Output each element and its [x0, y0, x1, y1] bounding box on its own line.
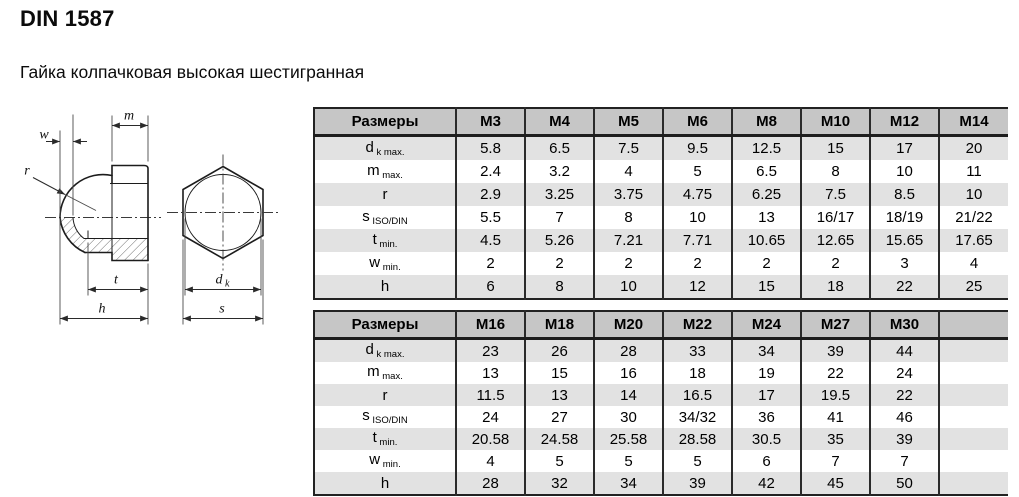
table-cell: 19.5	[801, 384, 870, 406]
table-row-w	[314, 252, 1008, 275]
corner-header-sizes: Размеры	[314, 108, 456, 136]
table-cell: 33	[663, 339, 732, 363]
table-cell: 6.25	[732, 183, 801, 206]
table-cell: 8	[594, 206, 663, 229]
table-cell: 15.65	[870, 229, 939, 252]
table-cell: 18	[801, 275, 870, 299]
page-title: DIN 1587	[20, 6, 115, 31]
table-cell: 4.75	[663, 183, 732, 206]
dim-label-r: r	[24, 163, 30, 179]
table-cell: 2	[663, 252, 732, 275]
table-cell: 25	[939, 275, 1008, 299]
row-label-t: t $_{min.}$	[314, 428, 456, 450]
column-header-m20: M20	[594, 311, 663, 339]
table-cell: 26	[525, 339, 594, 363]
dim-label-w: w	[39, 127, 49, 143]
table-cell: 50	[870, 472, 939, 495]
table-cell: 16/17	[801, 206, 870, 229]
table-cell: 17.65	[939, 229, 1008, 252]
table-cell: 34	[594, 472, 663, 495]
table-cell: 16.5	[663, 384, 732, 406]
table-cell: 34/32	[663, 406, 732, 428]
column-header-m4: M4	[525, 108, 594, 136]
column-header-m10: M10	[801, 108, 870, 136]
table-cell: 7.21	[594, 229, 663, 252]
row-label-s: s $_{ISO/DIN}$	[314, 206, 456, 229]
table-cell: 10	[870, 160, 939, 183]
table-cell: 24	[456, 406, 525, 428]
table-cell: 12	[663, 275, 732, 299]
column-header-m24: M24	[732, 311, 801, 339]
table-cell: 22	[870, 384, 939, 406]
table-cell: 39	[870, 428, 939, 450]
table-cell: 24.58	[525, 428, 594, 450]
table-cell: 6	[456, 275, 525, 299]
table-cell	[939, 472, 1008, 495]
table-cell: 22	[801, 362, 870, 384]
row-label-t: t $_{min.}$	[314, 229, 456, 252]
dim-label-s: s	[219, 301, 225, 317]
column-header-m22: M22	[663, 311, 732, 339]
table-cell: 19	[732, 362, 801, 384]
row-label-d: d $_{k max.}$	[314, 339, 456, 363]
dim-label-m: m	[123, 108, 135, 124]
table-cell: 5.8	[456, 136, 525, 161]
table-cell: 4	[939, 252, 1008, 275]
table-cell: 2	[801, 252, 870, 275]
column-header-m3: M3	[456, 108, 525, 136]
table-cell: 41	[801, 406, 870, 428]
column-header-m30: M30	[870, 311, 939, 339]
table-cell: 23	[456, 339, 525, 363]
row-label-r: r	[314, 183, 456, 206]
table-cell: 15	[525, 362, 594, 384]
column-header-empty	[939, 311, 1008, 339]
dimensions-table-m16-m30	[313, 310, 1008, 496]
column-header-m16: M16	[456, 311, 525, 339]
table-cell: 12.65	[801, 229, 870, 252]
table-cell: 3.75	[594, 183, 663, 206]
table-cell: 15	[801, 136, 870, 161]
table-cell: 30.5	[732, 428, 801, 450]
table-cell: 9.5	[663, 136, 732, 161]
column-header-m5: M5	[594, 108, 663, 136]
row-label-r: r	[314, 384, 456, 406]
table-cell: 5	[525, 450, 594, 472]
table-cell: 8.5	[870, 183, 939, 206]
row-label-m: m $_{max.}$	[314, 362, 456, 384]
side-view	[24, 109, 161, 325]
table-cell: 6.5	[525, 136, 594, 161]
table-cell: 8	[801, 160, 870, 183]
row-label-s: s $_{ISO/DIN}$	[314, 406, 456, 428]
table-cell: 11.5	[456, 384, 525, 406]
column-header-m18: M18	[525, 311, 594, 339]
table-cell: 5.26	[525, 229, 594, 252]
table-row-s	[314, 406, 1008, 428]
dims-table	[313, 107, 1008, 300]
table-cell: 5.5	[456, 206, 525, 229]
table-row-t	[314, 229, 1008, 252]
column-header-m27: M27	[801, 311, 870, 339]
hex-end-view	[167, 155, 279, 325]
table-row-s	[314, 206, 1008, 229]
row-label-m: m $_{max.}$	[314, 160, 456, 183]
table-cell: 34	[732, 339, 801, 363]
table-cell: 7.5	[594, 136, 663, 161]
table-cell: 20.58	[456, 428, 525, 450]
table-cell: 12.5	[732, 136, 801, 161]
table-cell: 11	[939, 160, 1008, 183]
column-header-m6: M6	[663, 108, 732, 136]
table-cell: 4	[456, 450, 525, 472]
table-cell	[939, 384, 1008, 406]
table-cell: 24	[870, 362, 939, 384]
table-row-m	[314, 362, 1008, 384]
header-row	[314, 311, 1008, 339]
header-row	[314, 108, 1008, 136]
table-cell: 2	[525, 252, 594, 275]
table-cell: 2.4	[456, 160, 525, 183]
table-cell	[939, 428, 1008, 450]
table-cell: 7.71	[663, 229, 732, 252]
row-label-w: w $_{min.}$	[314, 450, 456, 472]
table-cell: 28.58	[663, 428, 732, 450]
table-cell: 18	[663, 362, 732, 384]
table-cell: 13	[525, 384, 594, 406]
table-cell: 7	[801, 450, 870, 472]
table-cell: 15	[732, 275, 801, 299]
table-cell: 6.5	[732, 160, 801, 183]
table-cell	[939, 362, 1008, 384]
table-cell: 28	[594, 339, 663, 363]
table-cell: 3	[870, 252, 939, 275]
table-cell: 45	[801, 472, 870, 495]
table-cell: 20	[939, 136, 1008, 161]
row-label-d: d $_{k max.}$	[314, 136, 456, 161]
table-cell: 2	[456, 252, 525, 275]
row-label-h: h	[314, 472, 456, 495]
table-row-t	[314, 428, 1008, 450]
table-cell: 18/19	[870, 206, 939, 229]
dim-label-t: t	[114, 272, 118, 288]
table-cell: 4	[594, 160, 663, 183]
table-cell: 46	[870, 406, 939, 428]
table-cell: 27	[525, 406, 594, 428]
table-cell: 10	[663, 206, 732, 229]
table-cell: 17	[732, 384, 801, 406]
table-cell: 10	[939, 183, 1008, 206]
dims-table	[313, 310, 1008, 496]
table-row-r	[314, 384, 1008, 406]
table-cell: 8	[525, 275, 594, 299]
cap-nut-technical-drawing	[0, 95, 310, 335]
table-cell: 4.5	[456, 229, 525, 252]
table-cell: 28	[456, 472, 525, 495]
table-cell: 17	[870, 136, 939, 161]
row-label-h: h	[314, 275, 456, 299]
dim-label-dk: d	[215, 272, 223, 288]
table-cell: 44	[870, 339, 939, 363]
dimensions-table-m3-m14	[313, 107, 1008, 300]
table-cell: 39	[663, 472, 732, 495]
table-cell: 7.5	[801, 183, 870, 206]
table-cell: 3.2	[525, 160, 594, 183]
table-cell: 35	[801, 428, 870, 450]
dim-label-dk-sub: k	[225, 278, 230, 290]
table-cell: 30	[594, 406, 663, 428]
table-cell: 5	[594, 450, 663, 472]
table-cell: 39	[801, 339, 870, 363]
table-cell	[939, 406, 1008, 428]
table-row-w	[314, 450, 1008, 472]
table-cell: 2.9	[456, 183, 525, 206]
table-cell: 36	[732, 406, 801, 428]
table-cell: 2	[732, 252, 801, 275]
column-header-m12: M12	[870, 108, 939, 136]
table-row-h	[314, 472, 1008, 495]
table-cell: 22	[870, 275, 939, 299]
table-row-d	[314, 339, 1008, 363]
column-header-m8: M8	[732, 108, 801, 136]
table-cell: 2	[594, 252, 663, 275]
corner-header-sizes: Размеры	[314, 311, 456, 339]
table-row-h	[314, 275, 1008, 299]
table-cell: 7	[870, 450, 939, 472]
table-cell: 21/22	[939, 206, 1008, 229]
table-cell	[939, 339, 1008, 363]
table-row-r	[314, 183, 1008, 206]
table-cell: 13	[732, 206, 801, 229]
table-cell: 5	[663, 160, 732, 183]
table-cell	[939, 450, 1008, 472]
table-row-m	[314, 160, 1008, 183]
table-cell: 32	[525, 472, 594, 495]
dim-label-h: h	[98, 301, 106, 317]
table-cell: 7	[525, 206, 594, 229]
table-row-d	[314, 136, 1008, 161]
column-header-m14: M14	[939, 108, 1008, 136]
table-cell: 14	[594, 384, 663, 406]
table-cell: 13	[456, 362, 525, 384]
table-cell: 5	[663, 450, 732, 472]
table-cell: 3.25	[525, 183, 594, 206]
table-cell: 10	[594, 275, 663, 299]
table-cell: 6	[732, 450, 801, 472]
row-label-w: w $_{min.}$	[314, 252, 456, 275]
page-subtitle: Гайка колпачковая высокая шестигранная	[20, 62, 365, 82]
table-cell: 10.65	[732, 229, 801, 252]
table-cell: 42	[732, 472, 801, 495]
table-cell: 16	[594, 362, 663, 384]
table-cell: 25.58	[594, 428, 663, 450]
